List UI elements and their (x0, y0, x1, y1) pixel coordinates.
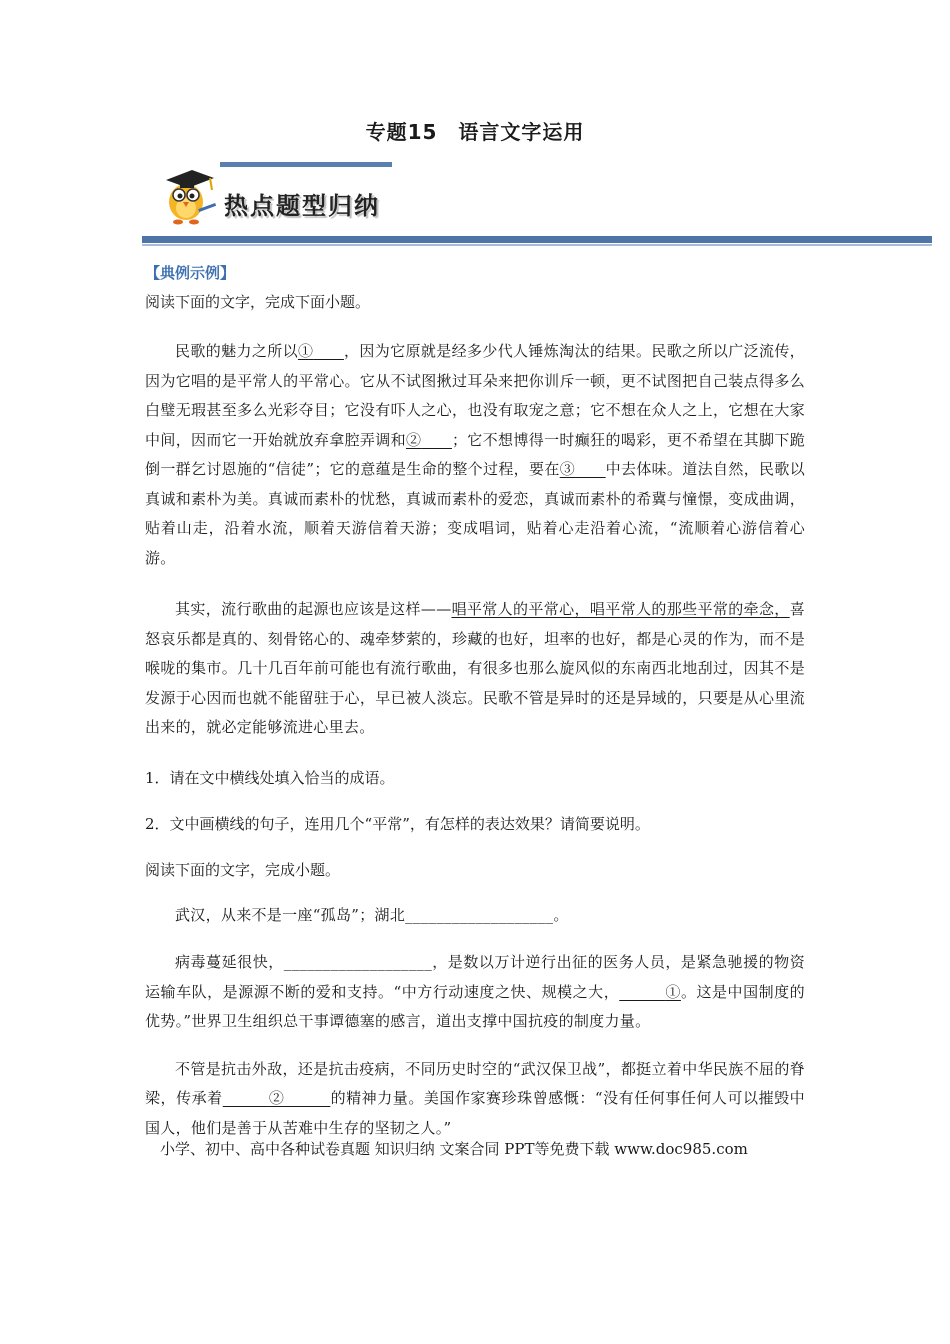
passage2-paragraph-1: 武汉，从来不是一座“孤岛”；湖北___________________。 (175, 905, 569, 924)
passage2-paragraph-3: 不管是抗击外敌，还是抗击疫病，不同历史时空的“武汉保卫战”，都挺立着中华民族不屈的脊梁，传承着 ② 的精神力量。美国作家赛珍珠曾感慨：“没有任何事任何人可以摧毁中国人，他们是善于从苦难中生存的坚韧之人。” (145, 1059, 805, 1137)
blank-line: ___________________ (283, 953, 432, 971)
section-label: 【典例示例】 (145, 264, 236, 282)
underlined-sentence: 唱平常人的平常心，唱平常人的那些平常的牵念， (451, 600, 790, 618)
passage1-paragraph-2: 其实，流行歌曲的起源也应该是这样——唱平常人的平常心，唱平常人的那些平常的牵念，喜怒哀乐都是真的、刻骨铭心的、魂牵梦萦的，珍藏的也好，坦率的也好，都是心灵的作为，而不是喉咙的集市。几十几百年前可能也有流行歌曲，有很多也那么旋风似的东南西北地刮过，因其不是发源于心因而也就不能留驻于心，早已被人淡忘。民歌不管是异时的还是异域的，只要是从心里流出来的，就必定能够流进心里去。 (145, 600, 805, 736)
blank-1: ① (665, 982, 681, 1001)
page-title: 专题15 语言文字运用 (365, 120, 585, 144)
question-2: 2．文中画横线的句子，连用几个“平常”，有怎样的表达效果？请简要说明。 (145, 814, 650, 833)
blank-3: ③ (559, 460, 576, 478)
document-body (145, 262, 805, 1157)
question-1: 1．请在文中横线处填入恰当的成语。 (145, 768, 395, 787)
passage1-paragraph-1: 民歌的魅力之所以① ，因为它原就是经多少代人锤炼淘汰的结果。民歌之所以广泛流传，因为它唱的是平常人的平常心。它从不试图揪过耳朵来把你训斥一顿，更不试图把自己装点得多么白璧无瑕甚至多么光彩夺目；它没有吓人之心，也没有取宠之意；它不想在众人之上，它想在大家中间，因而它一开始就放弃拿腔弄调和② ；它不想博得一时癫狂的喝彩，更不希望在其脚下跪倒一群乞讨恩施的“信徒”；它的意蕴是生命的整个过程，要在③ 中去体味。道法自然，民歌以真诚和素朴为美。真诚而素朴的忧愁，真诚而素朴的爱恋，真诚而素朴的希冀与憧憬，变成曲调，贴着山走，沿着水流，顺着天游信着天游；变成唱词，贴着心走沿着心流，“流顺着心游信着心游。 (145, 342, 805, 567)
banner-rule (142, 236, 932, 243)
banner-heading: 热点题型归纳 (224, 191, 380, 220)
passage2-intro: 阅读下面的文字，完成小题。 (145, 860, 341, 879)
blank-1: ① (297, 342, 314, 360)
passage1-intro: 阅读下面的文字，完成下面小题。 (145, 293, 371, 311)
blank-2: ② (268, 1089, 285, 1107)
banner-rule-thin (142, 244, 932, 246)
passage2-paragraph-2: 病毒蔓延很快，___________________，是数以万计逆行出征的医务人员，是紧急驰援的物资运输车队，是源源不断的爱和支持。“中方行动速度之快、规模之大， ①。这是中国制度的优势。”世界卫生组织总干事谭德塞的感言，道出支撑中国抗疫的制度力量。 (145, 953, 805, 1030)
blank-2: ② (405, 430, 422, 449)
blank-line: ___________________ (405, 905, 554, 924)
footer-text: 小学、初中、高中各种试卷真题 知识归纳 文案合同 PPT等免费下载 www.doc985.com (160, 1140, 748, 1158)
banner-accent-bar (220, 162, 392, 167)
graduation-owl-icon (152, 162, 218, 228)
section-banner (142, 158, 932, 248)
